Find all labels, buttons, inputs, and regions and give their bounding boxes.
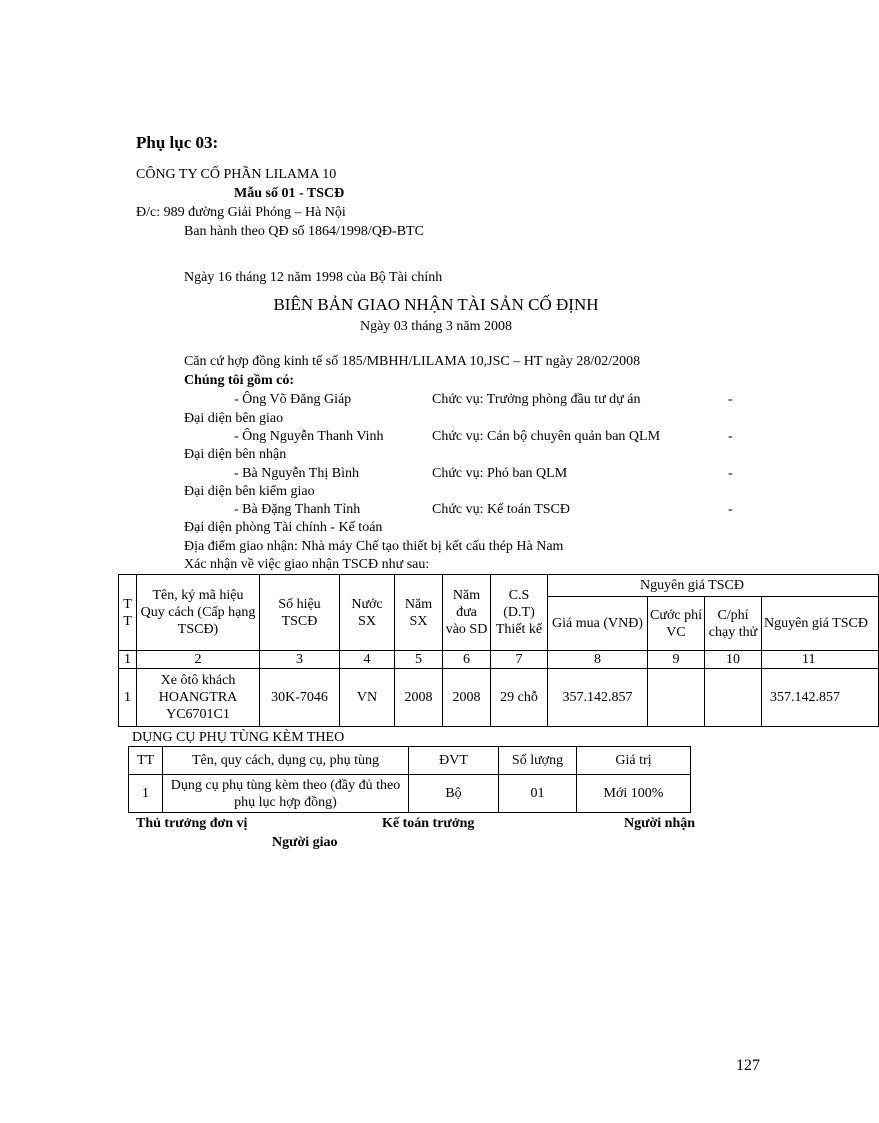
header-serial: Số hiệu TSCĐ [260, 575, 340, 651]
member-role: Đại diện bên nhận [184, 447, 287, 462]
form-code: Mẫu số 01 - TSCĐ [234, 186, 345, 201]
cell-transport-fee [648, 669, 705, 727]
cell-serial: 30K-7046 [260, 669, 340, 727]
member-dash: - [728, 502, 733, 517]
cell-use-year: 2008 [443, 669, 491, 727]
member-role: Đại diện bên giao [184, 411, 284, 426]
tools-header: ĐVT [409, 747, 499, 775]
header-transport-fee: Cước phí VC [648, 597, 705, 651]
cell-capacity: 29 chỗ [491, 669, 548, 727]
handover-location: Địa điểm giao nhận: Nhà máy Chế tạo thiết bị kết cấu thép Hà Nam [184, 539, 564, 554]
handover-confirmation: Xác nhận về việc giao nhận TSCĐ như sau: [184, 557, 430, 572]
member-name: - Ông Nguyễn Thanh Vinh [234, 429, 384, 444]
member-position: Chức vụ: Cán bộ chuyên quản ban QLM [432, 429, 661, 444]
col-number: 10 [705, 651, 762, 669]
col-number: 8 [548, 651, 648, 669]
header-trial-cost: C/phí chạy thử [705, 597, 762, 651]
signature-giver: Người giao [272, 835, 338, 850]
tools-header: TT [129, 747, 163, 775]
cell-country: VN [340, 669, 395, 727]
tools-cell: Mới 100% [577, 775, 691, 813]
cell-year: 2008 [395, 669, 443, 727]
asset-table [118, 574, 879, 727]
header-country: Nước SX [340, 575, 395, 651]
member-name: - Bà Nguyễn Thị Bình [234, 466, 359, 481]
cell-tt: 1 [119, 669, 137, 727]
signature-accountant: Kế toán trưởng [382, 816, 475, 831]
cell-original-cost: 357.142.857 [762, 669, 879, 727]
page-number: 127 [736, 1057, 760, 1074]
col-number: 4 [340, 651, 395, 669]
col-number: 5 [395, 651, 443, 669]
header-original-cost: Nguyên giá TSCĐ [762, 597, 879, 651]
company-address: Đ/c: 989 đường Giải Phóng – Hà Nội [136, 205, 346, 220]
tools-heading: DỤNG CỤ PHỤ TÙNG KÈM THEO [132, 730, 345, 745]
header-purchase-price: Giá mua (VNĐ) [548, 597, 648, 651]
header-asset-name: Tên, ký mã hiệu Quy cách (Cấp hạng TSCĐ) [137, 575, 260, 651]
cell-trial-cost [705, 669, 762, 727]
member-role: Đại diện phòng Tài chính - Kế toán [184, 520, 383, 535]
tools-header: Tên, quy cách, dụng cụ, phụ tùng [163, 747, 409, 775]
member-role: Đại diện bên kiểm giao [184, 484, 315, 499]
col-number: 11 [762, 651, 879, 669]
col-number: 6 [443, 651, 491, 669]
header-tt: T T [119, 575, 137, 651]
member-dash: - [728, 392, 733, 407]
cell-asset-name: Xe ôtô khách HOANGTRA YC6701C1 [137, 669, 260, 727]
tools-table [128, 746, 691, 813]
document-title: BIÊN BẢN GIAO NHẬN TÀI SẢN CỐ ĐỊNH [273, 295, 599, 314]
header-use-year: Năm đưa vào SD [443, 575, 491, 651]
col-number: 2 [137, 651, 260, 669]
tools-header: Số lượng [499, 747, 577, 775]
members-heading: Chúng tôi gồm có: [184, 373, 295, 388]
cell-purchase-price: 357.142.857 [548, 669, 648, 727]
member-position: Chức vụ: Kế toán TSCĐ [432, 502, 570, 517]
signature-receiver: Người nhận [624, 816, 696, 831]
header-cost-group: Nguyên giá TSCĐ [548, 575, 879, 597]
company-name: CÔNG TY CỔ PHẦN LILAMA 10 [136, 167, 337, 182]
member-dash: - [728, 429, 733, 444]
member-dash: - [728, 466, 733, 481]
col-number: 7 [491, 651, 548, 669]
header-year: Năm SX [395, 575, 443, 651]
signature-head: Thủ trưởng đơn vị [136, 816, 248, 831]
member-name: - Ông Võ Đăng Giáp [234, 392, 352, 407]
document-date: Ngày 03 tháng 3 năm 2008 [359, 319, 513, 334]
member-position: Chức vụ: Phó ban QLM [432, 466, 568, 481]
header-capacity: C.S (D.T) Thiết kế [491, 575, 548, 651]
col-number: 3 [260, 651, 340, 669]
tools-header: Giá trị [577, 747, 691, 775]
member-name: - Bà Đặng Thanh Tỉnh [234, 502, 361, 517]
member-position: Chức vụ: Trưởng phòng đầu tư dự án [432, 392, 641, 407]
issued-by: Ban hành theo QĐ số 1864/1998/QĐ-BTC [184, 224, 424, 239]
tools-cell: 01 [499, 775, 577, 813]
appendix-title: Phụ lục 03: [136, 133, 219, 152]
col-number: 1 [119, 651, 137, 669]
tools-cell: Bộ [409, 775, 499, 813]
col-number: 9 [648, 651, 705, 669]
issued-date: Ngày 16 tháng 12 năm 1998 của Bộ Tài chính [184, 270, 443, 285]
contract-basis: Căn cứ hợp đồng kinh tế số 185/MBHH/LILAMA 10,JSC – HT ngày 28/02/2008 [184, 354, 641, 369]
tools-cell: Dụng cụ phụ tùng kèm theo (đầy đủ theo phụ lục hợp đồng) [163, 775, 409, 813]
tools-cell: 1 [129, 775, 163, 813]
